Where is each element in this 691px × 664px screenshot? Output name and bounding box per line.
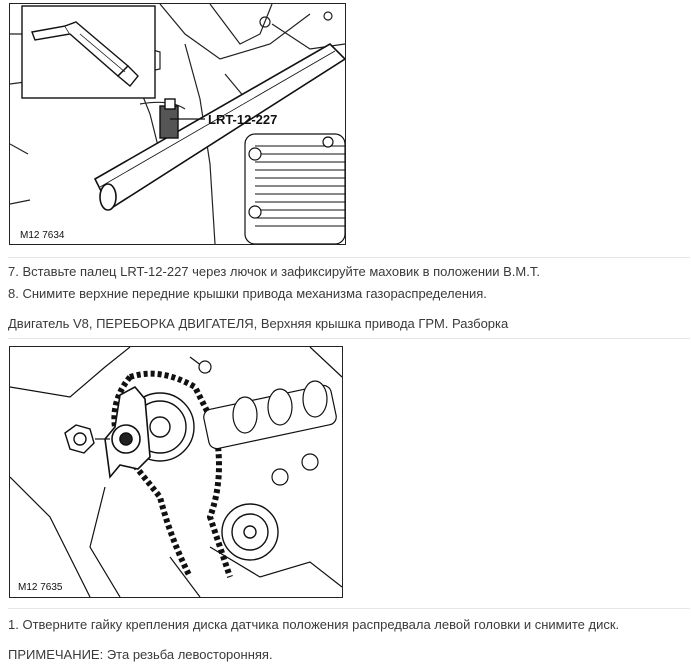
note-text: ПРИМЕЧАНИЕ: Эта резьба левосторонняя. — [8, 647, 273, 662]
figure-id: M12 7634 — [20, 230, 65, 241]
section-title: Двигатель V8, ПЕРЕБОРКА ДВИГАТЕЛЯ, Верхняя крышка привода ГРМ. Разборка — [8, 316, 509, 331]
timing-chain-illustration — [10, 347, 342, 597]
step-1-text: 1. Отверните гайку крепления диска датчика положения распредвала левой головки и снимите диск. — [8, 617, 620, 632]
step-7-text: 7. Вставьте палец LRT-12-227 через лючок и зафиксируйте маховик в положении В.М.Т. — [8, 264, 540, 279]
divider — [8, 608, 690, 609]
callout-label: LRT-12-227 — [208, 112, 278, 127]
divider — [8, 338, 690, 339]
divider — [8, 257, 690, 258]
figure-flywheel-locking-pin — [9, 3, 346, 245]
flywheel-illustration — [10, 4, 345, 244]
figure-id: M12 7635 — [18, 582, 63, 593]
step-8-text: 8. Снимите верхние передние крышки привода механизма газораспределения. — [8, 286, 487, 301]
figure-camshaft-sensor-disc — [9, 346, 343, 598]
